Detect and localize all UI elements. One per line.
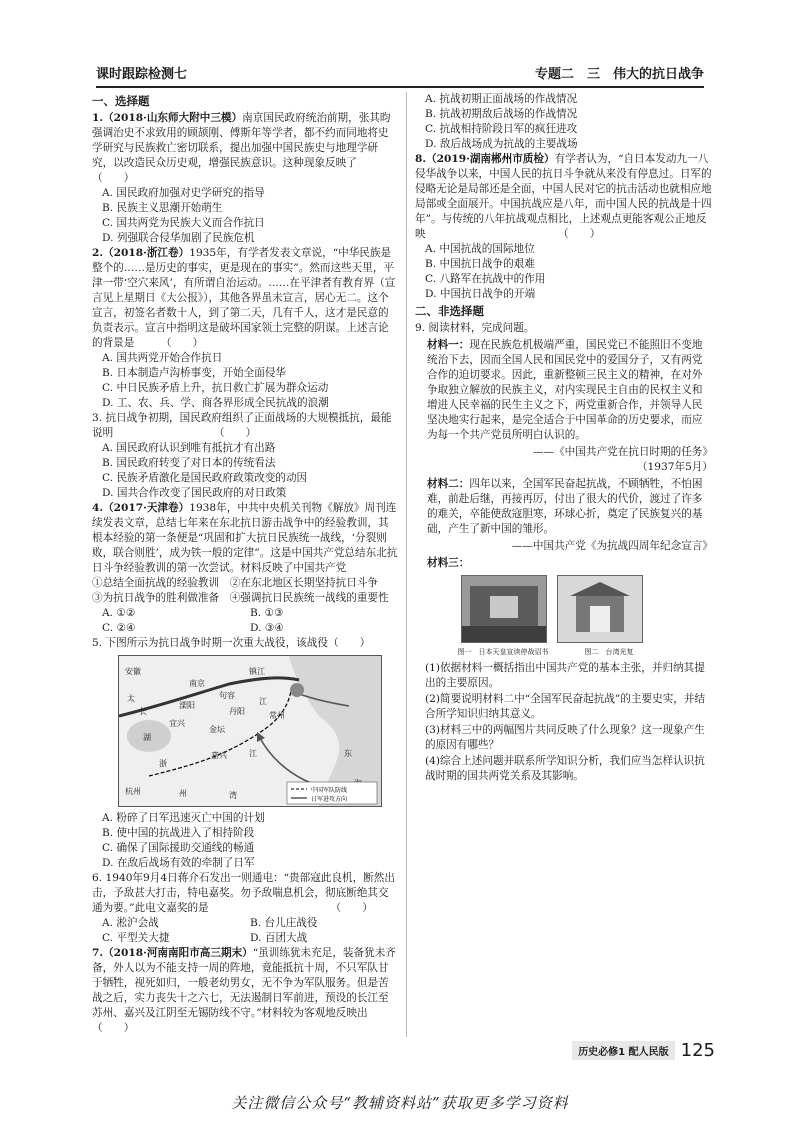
map-label: 宜兴 (169, 719, 185, 728)
header-right: 专题二 三 伟大的抗日战争 (534, 67, 704, 82)
question-3: 3. 抗日战争初期，国民政府组织了正面战场的大规模抵抗，最能说明 （ ） (92, 412, 392, 439)
material-2-citation: ——中国共产党《为抗战四周年纪念宣言》 (511, 540, 713, 552)
q4-options-row2 (92, 621, 398, 636)
q6-option-a: A. 淞沪会战 (102, 917, 159, 929)
question-6: 6. 1940年9月4日蒋介石发出一则通电：“贵部寇此良机，断然出击，予敌甚大打击，特电嘉奖。勿予敌喘息机会，彻底断绝其交通为要。”此电文嘉奖的是 （ ） (92, 872, 395, 914)
map-label: 东 (344, 749, 352, 758)
bottom-note: 关注微信公众号“教辅资料站”获取更多学习资料 (231, 1094, 569, 1112)
caption-figure-1: 图一 日本天皇宣读停战诏书 (457, 648, 549, 656)
sub-question-2: (2)简要说明材料二中“全国军民奋起抗战”的主要史实，并结合所学知识归纳其意义。 (425, 693, 706, 720)
q7-option-a: A. 抗战初期正面战场的作战情况 (425, 93, 578, 105)
photo-captions (455, 645, 713, 660)
material-3-label: 材料三： (427, 557, 470, 569)
question-1 (92, 111, 398, 186)
material-2-label: 材料二： (427, 478, 470, 490)
material-1 (415, 338, 713, 443)
q8-option-c: C. 八路军在抗战中的作用 (425, 273, 546, 285)
sub-question-1: (1)依据材料一概括指出中国共产党的基本主张，并归纳其提出的主要原因。 (425, 662, 705, 689)
shanghai-marker (290, 683, 304, 697)
material-3 (415, 556, 713, 571)
q2-option-a: A. 国共两党开始合作抗日 (102, 352, 223, 364)
q7-option-c: C. 抗战相持阶段日军的疯狂进攻 (425, 123, 578, 135)
map-label: 南京 (189, 679, 205, 688)
q4-option-b: B. ①③ (250, 607, 284, 619)
material-3-photos (461, 575, 713, 643)
q3-option-b: B. 国民政府转变了对日本的传统看法 (102, 457, 276, 469)
q4-source: 4.（2017·天津卷） (92, 502, 190, 514)
map-label: 湖 (143, 733, 151, 742)
map-label: 湾 (229, 791, 237, 800)
sub-question-4: (4)综合上述问题并联系所学知识分析，我们应当怎样认识抗战时期的国共两党关系及其影响。 (425, 755, 705, 782)
q4-text: 1938年，中共中央机关刊物《解放》周刊连续发表文章，总结七年来在东北抗日游击战争中的经验教训，其根本经验的第一条便是“巩固和扩大抗日民族统一战线，‘分裂则败，联合则胜’，成为铁一般的定律”。这是中国共产党总结东北抗日斗争经验教训的第一次尝试。材料反映了中国共产党 (92, 502, 398, 574)
sub-question-3: (3)材料三中的两幅图片共同反映了什么现象？这一现象产生的原因有哪些？ (425, 724, 705, 751)
map-label: 杭州 (125, 787, 141, 796)
q4-items: ①总结全面抗战的经验教训 ②在东北地区长期坚持抗日斗争 ③为抗日战争的胜利做准备 ④强调抗日民族统一战线的重要性 (92, 577, 389, 604)
section-nonchoice-title: 二、非选择题 (415, 304, 484, 318)
q6-options-row1 (92, 916, 398, 931)
q8-source: 8.（2019·湖南郴州市质检） (415, 153, 555, 165)
q2-option-d: D. 工、农、兵、学、商各界形成全民抗战的浪潮 (102, 397, 329, 409)
q3-option-d: D. 国共合作改变了国民政府的对日政策 (102, 487, 287, 499)
q1-text: 南京国民政府统治前期，张其昀强调治史不求致用的顾颉刚、傅斯年等学者，都不约而同地将史学研究与民族救亡密切联系，提出加强中国民族史与地理学研究，以改造民众历史观，增强民族意识。这种现象反映了 （ ） (92, 112, 391, 184)
map-label: 溧阳 (179, 701, 195, 710)
map-label: 州 (179, 789, 187, 798)
photo-taiwan-restoration (557, 575, 643, 643)
header-left: 课时跟踪检测七 (96, 67, 188, 82)
map-label: 太 (127, 694, 135, 703)
question-9: 9. 阅读材料，完成问题。 (415, 322, 535, 334)
column-divider (406, 92, 407, 1037)
battle-map-svg (119, 656, 381, 806)
right-column (415, 92, 713, 785)
q1-source: 1.（2018·山东师大附中三模） (92, 112, 243, 124)
map-label: 长 (139, 707, 147, 716)
map-label: 嘉兴 (211, 751, 227, 760)
q1-option-d: D. 列强联合侵华加剧了民族危机 (102, 232, 255, 244)
q7-source: 7.（2018·河南南阳市高三期末） (92, 947, 253, 959)
q5-option-b: B. 使中国的抗战进入了相持阶段 (102, 827, 255, 839)
material-1-date: （1937年5月） (636, 461, 713, 473)
q5-option-a: A. 粉碎了日军迅速灭亡中国的计划 (102, 812, 265, 824)
page-number: 125 (680, 1040, 715, 1061)
material-1-citation: ——《中国共产党在抗日时期的任务》 (532, 446, 713, 458)
q2-option-c: C. 中日民族矛盾上升，抗日救亡扩展为群众运动 (102, 382, 329, 394)
q1-option-c: C. 国共两党为民族大义而合作抗日 (102, 217, 265, 229)
q8-text: 有学者认为，“自日本发动九一八侵华战争以来，中国人民的抗日斗争就从来没有停息过。日军的侵略无论是局部还是全面，中国人民对它的抗击活动也就相应地局部或全面展开。中国抗战应是八年，而中国人民的抗战是十四年”。与传统的八年抗战观点相比，上述观点更能客观公正地反映 （ ） (415, 153, 712, 240)
q8-option-b: B. 中国抗日战争的艰难 (425, 258, 535, 270)
caption-figure-2: 图二 台湾光复 (584, 648, 634, 656)
q7-option-d: D. 敌后战场成为抗战的主要战场 (425, 138, 578, 150)
q4-option-c: C. ②④ (102, 622, 136, 634)
q1-option-a: A. 国民政府加强对史学研究的指导 (102, 187, 265, 199)
book-label: 历史必修1 配人民版 (572, 1041, 674, 1060)
map-label: 浙 (159, 759, 167, 768)
question-5: 5. 下图所示为抗日战争时期一次重大战役，该战役（ ） (92, 637, 371, 649)
q8-option-a: A. 中国抗战的国际地位 (425, 243, 535, 255)
q8-option-d: D. 中国抗日战争的开端 (425, 288, 536, 300)
q4-option-d: D. ③④ (250, 622, 284, 634)
q1-option-b: B. 民族主义思潮开始萌生 (102, 202, 223, 214)
map-label: 金坛 (209, 725, 225, 734)
question-7 (92, 946, 495, 1036)
q2-source: 2.（2018·浙江卷） (92, 247, 190, 259)
q5-option-c: C. 确保了国际援助交通线的畅通 (102, 842, 255, 854)
q3-option-c: C. 民族矛盾激化是国民政府政策改变的动因 (102, 472, 308, 484)
q6-option-c: C. 平型关大捷 (102, 932, 170, 944)
question-4 (92, 501, 398, 576)
map-label: 句容 (219, 691, 235, 700)
section-choice-title: 一、选择题 (92, 94, 150, 108)
map-label: 镇江 (249, 667, 265, 676)
question-2 (92, 246, 398, 351)
material-2-text: 四年以来，全国军民奋起抗战，不顾牺牲，不怕困难，前赴后继，再接再厉，付出了很大的代价，渡过了许多的难关，卒能使敌寇胆寒，环球心折，奠定了民族复兴的基础，产生了新中国的雏形。 (427, 478, 703, 535)
q6-options-row2 (92, 931, 398, 946)
q7-option-b: B. 抗战初期敌后战场的作战情况 (425, 108, 578, 120)
map-label: 丹阳 (229, 707, 245, 716)
map-label: 常州 (269, 711, 285, 720)
q6-option-b: B. 台儿庄战役 (250, 917, 318, 929)
material-1-label: 材料一： (427, 339, 470, 351)
legend-defense-line: 中国军队防线 (311, 787, 348, 794)
q4-options-row1 (92, 606, 398, 621)
page-footer (540, 1040, 715, 1061)
material-2 (415, 477, 713, 537)
page-header (96, 58, 704, 88)
q2-text: 1935年，有学者发表文章说，“中华民族是整个的……是历史的事实，更是现在的事实”。然而这些天里，平津一带‘空穴来风’，有所谓自治运动。……在平津者有教育界（宣言见上星期日《大公报》），其他各界虽未宣言，居心无二。这个宣言，初签名者数十人，到了第二天，几有千人，这才是民意的负责表示。宣言中指明这是破坏国家领土完整的阴谋。上述言论的背景是 （ ） (92, 247, 396, 349)
q6-option-d: D. 百团大战 (250, 932, 308, 944)
q2-option-b: B. 日本制造卢沟桥事变，开始全面侵华 (102, 367, 287, 379)
q4-option-a: A. ①② (102, 607, 136, 619)
photo-emperor-broadcast (461, 575, 547, 643)
map-label: 江 (249, 749, 257, 758)
map-label: 安徽 (125, 667, 141, 676)
q5-option-d: D. 在敌后战场有效的牵制了日军 (102, 857, 255, 869)
legend-attack-direction: 日军进攻方向 (311, 796, 348, 803)
map-label: 江 (259, 697, 267, 706)
q7-text: “虽训练犹未充足，装备犹未齐备，外人以为不能支持一周的阵地，竟能抵抗十周，不只军队甘于牺牲，视死如归，一般老幼男女，无不争为军队服务。但是苦战之后，实力丧失十之六七，无法遏制日军前进，预设的长江至苏州、嘉兴及江阴至无锡防线不守。”材料较为客观地反映出 （ ） (92, 947, 495, 1034)
question-8 (415, 152, 713, 242)
battle-map (118, 655, 382, 807)
q3-option-a: A. 国民政府认识到唯有抵抗才有出路 (102, 442, 276, 454)
material-1-text: 现在民族危机极端严重，国民党已不能照旧不变地统治下去，因而全国人民和国民党中的爱国分子，又有两党合作的迫切要求。因此，重新整顿三民主义的精神，在对外争取独立解放的民族主义，对内实现民主自由的民权主义和增进人民幸福的民生主义之下，两党重新合作，并领导人民坚决地实行起来，是完全适合于中国革命的历史要求，而应为每一个共产党员所明白认识的。 (427, 339, 703, 441)
